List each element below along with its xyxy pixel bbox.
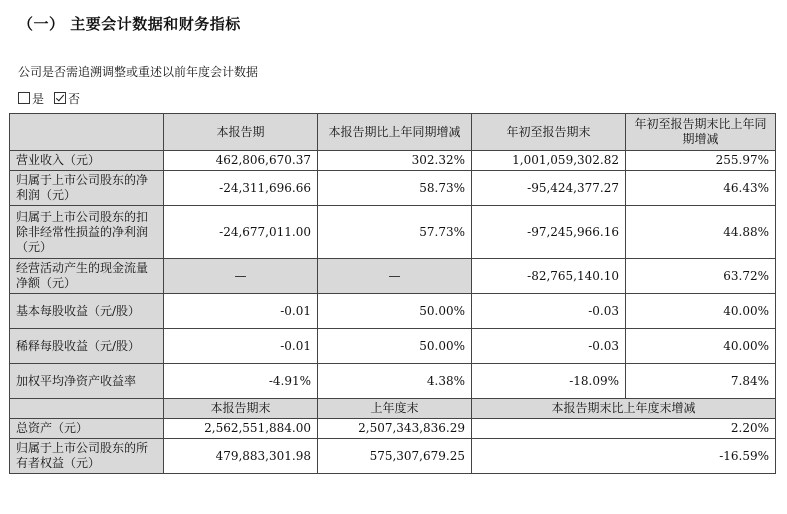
- cell-value: 44.88%: [626, 206, 776, 259]
- row-label: 归属于上市公司股东的所有者权益（元）: [10, 439, 164, 474]
- cell-value: 63.72%: [626, 259, 776, 294]
- header-corner: [10, 114, 164, 151]
- cell-value: -0.03: [472, 329, 626, 364]
- cell-value: 1,001,059,302.82: [472, 151, 626, 171]
- row-label: 营业收入（元）: [10, 151, 164, 171]
- header-cell: 本报告期: [164, 114, 318, 151]
- cell-value: -0.03: [472, 294, 626, 329]
- header-cell: 上年度末: [318, 399, 472, 419]
- cell-value: —: [164, 259, 318, 294]
- cell-value: —: [318, 259, 472, 294]
- cell-value: -4.91%: [164, 364, 318, 399]
- cell-value: 462,806,670.37: [164, 151, 318, 171]
- restatement-question: 公司是否需追溯调整或重述以前年度会计数据: [18, 65, 259, 79]
- header-cell: 年初至报告期末: [472, 114, 626, 151]
- table-row: [10, 206, 776, 259]
- option-no-label: 否: [68, 92, 81, 106]
- cell-value: 40.00%: [626, 329, 776, 364]
- row-label: 稀释每股收益（元/股）: [10, 329, 164, 364]
- section-heading: （一） 主要会计数据和财务指标: [18, 15, 241, 33]
- row-label: 总资产（元）: [10, 419, 164, 439]
- table-row: [10, 419, 776, 439]
- table-row: [10, 329, 776, 364]
- header-corner: [10, 399, 164, 419]
- cell-value: -0.01: [164, 294, 318, 329]
- table-row: [10, 259, 776, 294]
- cell-value: 50.00%: [318, 329, 472, 364]
- header-cell: 本报告期末比上年度末增减: [472, 399, 776, 419]
- table-row: [10, 294, 776, 329]
- cell-value: -82,765,140.10: [472, 259, 626, 294]
- cell-value: 57.73%: [318, 206, 472, 259]
- cell-value: 40.00%: [626, 294, 776, 329]
- cell-value: -97,245,966.16: [472, 206, 626, 259]
- header-cell: 年初至报告期末比上年同期增减: [626, 114, 776, 151]
- financial-data-table: [9, 113, 776, 474]
- cell-value: 2,507,343,836.29: [318, 419, 472, 439]
- cell-value: -24,311,696.66: [164, 171, 318, 206]
- checkbox-unchecked-icon[interactable]: [18, 92, 30, 104]
- cell-value: -16.59%: [472, 439, 776, 474]
- table-row: [10, 439, 776, 474]
- cell-value: -24,677,011.00: [164, 206, 318, 259]
- cell-value: 255.97%: [626, 151, 776, 171]
- row-label: 经营活动产生的现金流量净额（元）: [10, 259, 164, 294]
- cell-value: 4.38%: [318, 364, 472, 399]
- table-row: [10, 151, 776, 171]
- checkbox-checked-icon[interactable]: [54, 92, 66, 104]
- cell-value: 2,562,551,884.00: [164, 419, 318, 439]
- table-header-row: [10, 399, 776, 419]
- cell-value: 575,307,679.25: [318, 439, 472, 474]
- cell-value: 7.84%: [626, 364, 776, 399]
- cell-value: 2.20%: [472, 419, 776, 439]
- header-cell: 本报告期比上年同期增减: [318, 114, 472, 151]
- table-row: [10, 364, 776, 399]
- cell-value: -95,424,377.27: [472, 171, 626, 206]
- restatement-options: [18, 90, 80, 107]
- option-yes[interactable]: [18, 90, 44, 107]
- cell-value: 302.32%: [318, 151, 472, 171]
- option-no[interactable]: [54, 90, 80, 107]
- cell-value: 58.73%: [318, 171, 472, 206]
- table-header-row: [10, 114, 776, 151]
- row-label: 归属于上市公司股东的净利润（元）: [10, 171, 164, 206]
- cell-value: -0.01: [164, 329, 318, 364]
- cell-value: -18.09%: [472, 364, 626, 399]
- row-label: 基本每股收益（元/股）: [10, 294, 164, 329]
- header-cell: 本报告期末: [164, 399, 318, 419]
- option-yes-label: 是: [32, 92, 45, 106]
- row-label: 加权平均净资产收益率: [10, 364, 164, 399]
- cell-value: 50.00%: [318, 294, 472, 329]
- table-row: [10, 171, 776, 206]
- cell-value: 479,883,301.98: [164, 439, 318, 474]
- cell-value: 46.43%: [626, 171, 776, 206]
- row-label: 归属于上市公司股东的扣除非经常性损益的净利润（元）: [10, 206, 164, 259]
